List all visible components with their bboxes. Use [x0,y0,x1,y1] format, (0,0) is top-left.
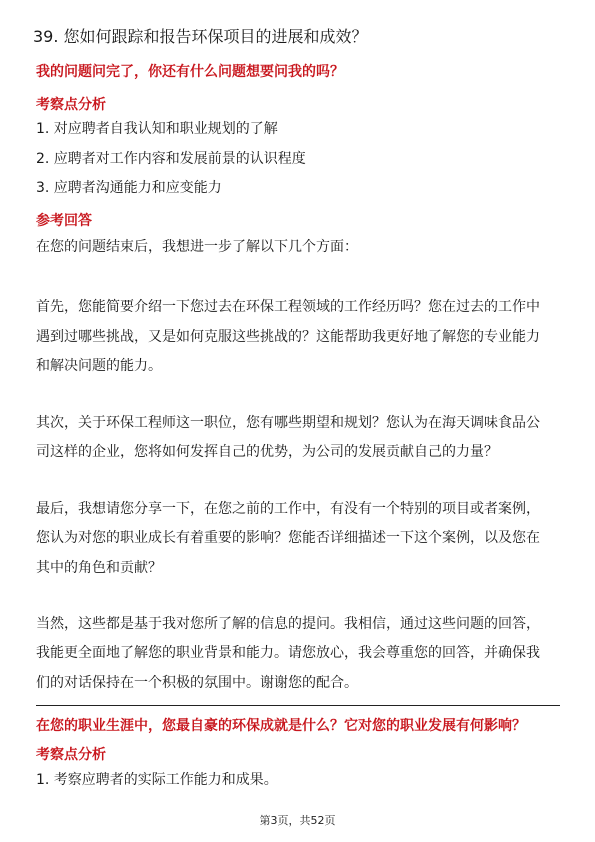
question-heading [33,26,563,48]
answer-paragraph-line: 们的对话保持在一个积极的氛围中。谢谢您的配合。 [36,675,358,691]
answer-paragraph-line: 其次，关于环保工程师这一职位，您有哪些期望和规划？您认为在海天调味食品公 [36,415,540,431]
answer-paragraph-line: 最后，我想请您分享一下，在您之前的工作中，有没有一个特别的项目或者案例， [36,501,540,517]
question-number: 39. [33,27,59,46]
interviewer-question: 我的问题问完了，你还有什么问题想要问我的吗？ [36,64,344,80]
analysis-item: 1. 对应聘者自我认知和职业规划的了解 [36,121,278,137]
next-question: 在您的职业生涯中，您最自豪的环保成就是什么？它对您的职业发展有何影响？ [36,718,526,734]
answer-heading: 参考回答 [36,213,92,229]
answer-intro: 在您的问题结束后，我想进一步了解以下几个方面： [36,239,358,255]
answer-paragraph-line: 其中的角色和贡献？ [36,560,162,576]
answer-paragraph-line: 当然，这些都是基于我对您所了解的信息的提问。我相信，通过这些问题的回答， [36,616,540,632]
question-text: 您如何跟踪和报告环保项目的进展和成效？ [63,27,368,46]
answer-paragraph-line: 您认为对您的职业成长有着重要的影响？您能否详细描述一下这个案例，以及您在 [36,530,540,546]
analysis-item: 1. 考察应聘者的实际工作能力和成果。 [36,772,278,788]
answer-paragraph-line: 首先，您能简要介绍一下您过去在环保工程领域的工作经历吗？您在过去的工作中 [36,299,540,315]
answer-paragraph-line: 遇到过哪些挑战，又是如何克服这些挑战的？这能帮助我更好地了解您的专业能力 [36,329,540,345]
answer-paragraph-line: 和解决问题的能力。 [36,358,162,374]
page-footer: 第3页，共52页 [259,814,336,827]
analysis-item: 3. 应聘者沟通能力和应变能力 [36,180,222,196]
analysis-item: 2. 应聘者对工作内容和发展前景的认识程度 [36,151,306,167]
section-divider [36,705,560,706]
answer-paragraph-line: 司这样的企业，您将如何发挥自己的优势，为公司的发展贡献自己的力量？ [36,444,498,460]
analysis-heading: 考察点分析 [36,747,106,763]
analysis-heading: 考察点分析 [36,97,106,113]
answer-paragraph-line: 我能更全面地了解您的职业背景和能力。请您放心，我会尊重您的回答，并确保我 [36,645,540,661]
